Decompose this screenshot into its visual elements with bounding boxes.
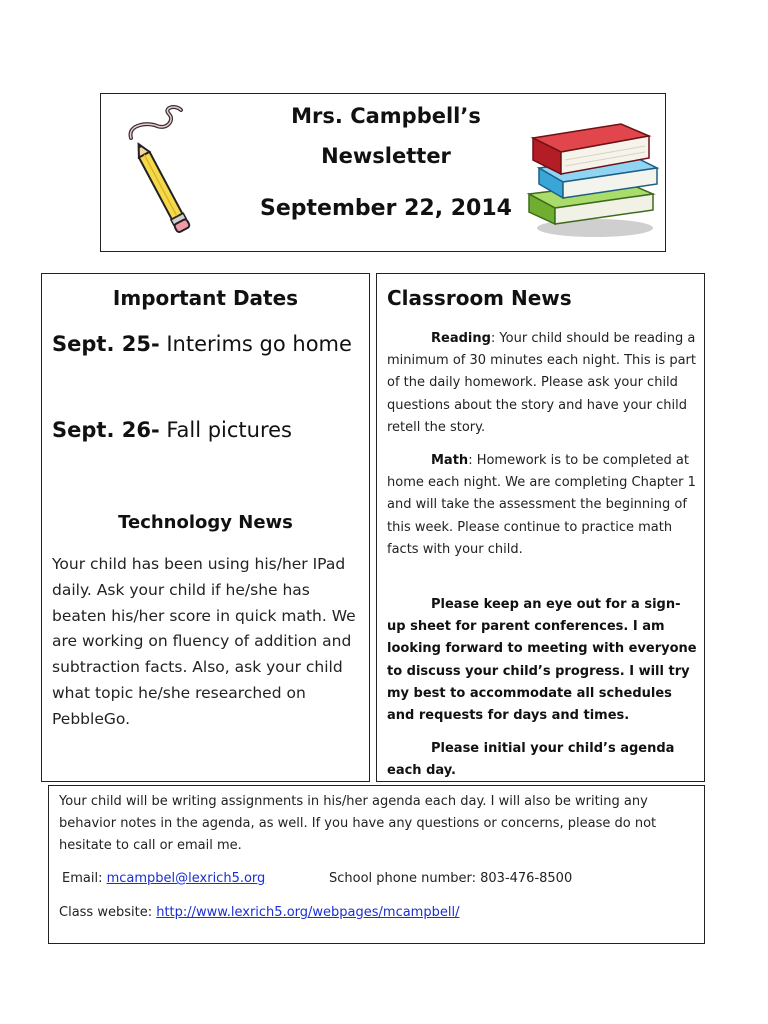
footer-intro: Your child will be writing assignments in his/her agenda each day. I will also be writing any behavior notes in the agenda, as well. If you have any questions or concerns, please do not hesitate to call or email me. — [59, 794, 657, 853]
contact-footer — [48, 785, 705, 944]
website-link[interactable]: http://www.lexrich5.org/webpages/mcampbell/ — [156, 905, 460, 920]
important-dates-title: Important Dates — [112, 286, 299, 310]
date-item-label: Sept. 26- — [52, 418, 160, 442]
important-dates-panel — [41, 273, 370, 782]
pencil-icon — [113, 100, 213, 245]
website-label: Class website: — [59, 905, 157, 920]
date-item — [52, 412, 352, 449]
date-item-text: Fall pictures — [159, 418, 292, 442]
website-line — [59, 905, 459, 920]
email-label: Email: — [62, 871, 107, 886]
math-label: Math — [431, 453, 469, 468]
reading-label: Reading — [431, 331, 491, 346]
reading-body: : Your child should be reading a minimum of 30 minutes each night. This is part of the daily homework. Please ask your child questions about the story and have your child retell the story. — [387, 331, 696, 435]
math-body: : Homework is to be completed at home each night. We are completing Chapter 1 and will take the assessment the beginning of this week. Please continue to practice math facts with your child. — [387, 453, 696, 557]
email-link[interactable]: mcampbel@lexrich5.org — [106, 871, 266, 886]
agenda-paragraph — [387, 738, 699, 782]
math-paragraph — [387, 450, 699, 561]
newsletter-title-line1: Mrs. Campbell’s — [291, 104, 481, 128]
classroom-news-panel — [376, 273, 705, 782]
newsletter-title-line2: Newsletter — [321, 144, 451, 168]
date-item-text: Interims go home — [159, 332, 352, 356]
conference-text: Please keep an eye out for a sign-up sheet for parent conferences. I am looking forward to meeting with everyone to discuss your child’s progress. I will try my best to accommodate all schedules and requests for days and times. — [387, 597, 697, 724]
school-phone: School phone number: 803-476-8500 — [329, 871, 573, 886]
date-item — [52, 326, 352, 363]
newsletter-header — [100, 93, 666, 252]
email-line — [62, 871, 265, 886]
technology-news-title: Technology News — [118, 512, 293, 533]
books-icon — [525, 116, 660, 241]
technology-news-body: Your child has been using his/her IPad daily. Ask your child if he/she has beaten his/her score in quick math. We are working on fluency of addition and subtraction facts. Also, ask your child what topic he/she researched on PebbleGo. — [52, 555, 356, 728]
newsletter-date: September 22, 2014 — [260, 196, 512, 221]
agenda-text: Please initial your child’s agenda each day. — [387, 741, 675, 779]
date-item-label: Sept. 25- — [52, 332, 160, 356]
reading-paragraph — [387, 328, 699, 439]
classroom-news-title: Classroom News — [387, 286, 572, 310]
conference-paragraph — [387, 594, 699, 727]
